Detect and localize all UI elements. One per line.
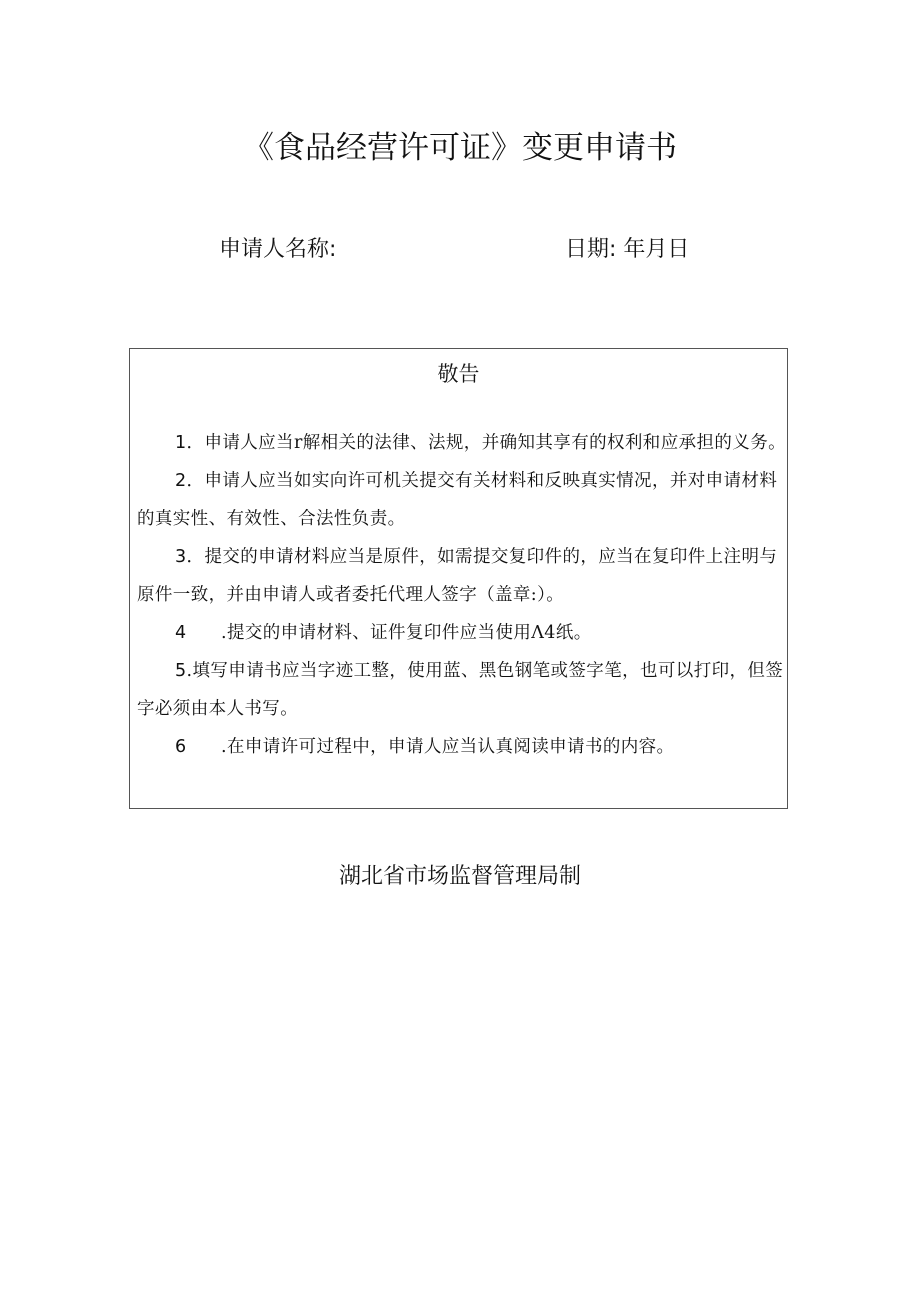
notice-item-text: ．申请人应当如实向许可机关提交有关材料和反映真实情况，并对申请材料的真实性、有效性、合法性负责。	[137, 471, 778, 529]
notice-item-text: ．申请人应当r解相关的法律、法规，并确知其享有的权利和应承担的义务。	[186, 433, 787, 453]
notice-box	[129, 348, 788, 809]
applicant-row	[0, 232, 920, 268]
applicant-name-label: 申请人名称:	[219, 237, 337, 262]
document-title: 《食品经营许可证》变更申请书	[243, 130, 677, 166]
notice-item-6	[137, 728, 787, 766]
notice-item-3	[137, 538, 787, 614]
date-label: 日期: 年月日	[565, 237, 690, 262]
notice-item-text: ．提交的申请材料应当是原件，如需提交复印件的，应当在复印件上注明与原件一致，并由申请人或者委托代理人签字（盖章:）。	[137, 547, 778, 605]
notice-item-number: 4	[175, 623, 187, 643]
notice-item-text: .填写申请书应当字迹工整，使用蓝、黑色钢笔或签字笔，也可以打印，但签字必须由本人书写。	[137, 661, 784, 719]
notice-item-4	[137, 614, 787, 652]
notice-list	[137, 424, 787, 766]
notice-item-1	[137, 424, 787, 462]
notice-item-number: 3	[175, 547, 187, 567]
notice-item-number: 2	[175, 471, 187, 491]
notice-item-2	[137, 462, 787, 538]
notice-item-text: .在申请许可过程中，申请人应当认真阅读申请书的内容。	[221, 737, 675, 757]
notice-item-number: 5	[175, 661, 187, 681]
notice-item-number: 1	[175, 433, 187, 453]
notice-item-5	[137, 652, 787, 728]
notice-item-number: 6	[175, 737, 187, 757]
notice-item-text: .提交的申请材料、证件复印件应当使用Λ4纸。	[221, 623, 592, 643]
notice-heading: 敬告	[437, 362, 480, 386]
issuer-footer: 湖北省市场监督管理局制	[338, 864, 581, 889]
